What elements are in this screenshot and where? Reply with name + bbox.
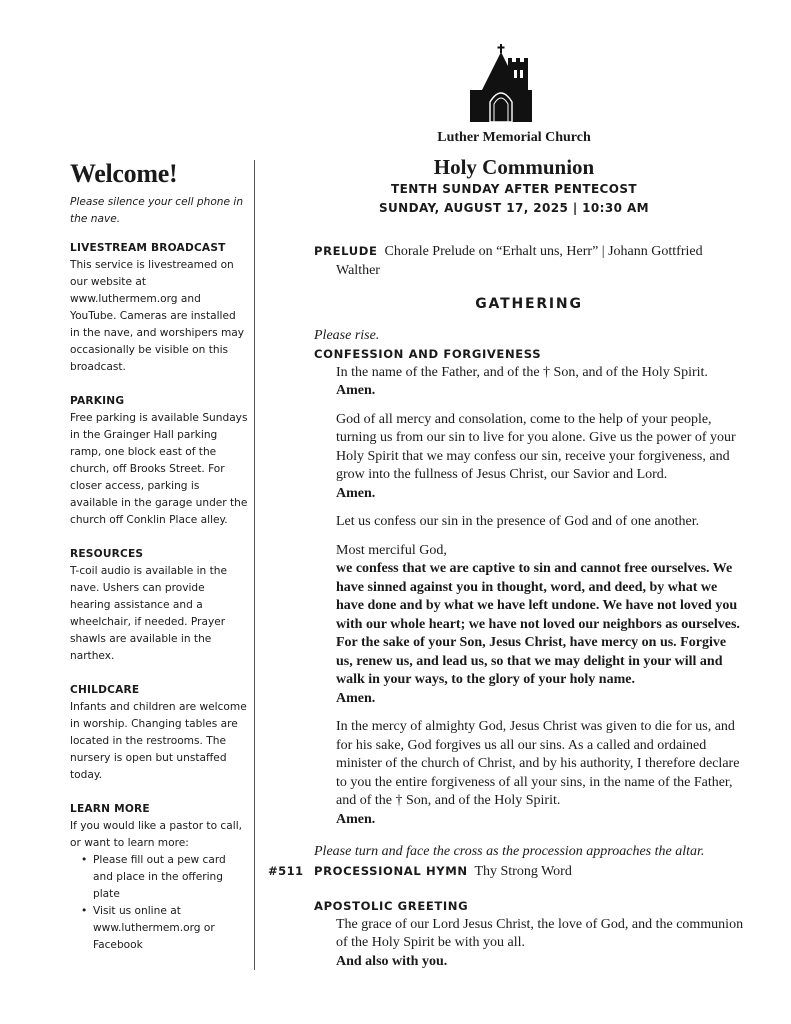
- confession-heading: CONFESSION AND FORGIVENESS: [314, 347, 542, 361]
- service-title: Holy Communion: [433, 155, 595, 179]
- childcare-text: Infants and children are welcome in worship. Changing tables are located in the restrooms. The nursery is open but unstaffed today.: [70, 701, 247, 781]
- liturgy-main: [268, 242, 744, 971]
- greeting-text: The grace of our Lord Jesus Christ, the love of God, and the communion of the Holy Spirit be with you all.: [336, 916, 744, 950]
- resources-section: [70, 546, 248, 665]
- amen: Amen.: [336, 383, 376, 398]
- greeting-heading: APOSTOLIC GREETING: [314, 899, 469, 913]
- livestream-section: [70, 240, 248, 376]
- prelude-text: Chorale Prelude on “Erhalt uns, Herr” | Johann Gottfried Walther: [336, 244, 703, 278]
- amen: Amen.: [336, 690, 376, 706]
- date-time: SUNDAY, AUGUST 17, 2025 | 10:30 AM: [378, 201, 649, 215]
- resources-text: T-coil audio is available in the nave. Ushers can provide hearing assistance and a wheelchair, if needed. Prayer shawls are available in the narthex.: [70, 565, 228, 662]
- hymn-label: PROCESSIONAL HYMN: [314, 863, 468, 878]
- childcare-section: [70, 682, 248, 784]
- learn-more-section: [70, 801, 248, 954]
- childcare-heading: CHILDCARE: [70, 684, 140, 696]
- invocation: In the name of the Father, and of the † Son, and of the Holy Spirit.: [336, 364, 708, 380]
- confession-body: [314, 364, 744, 830]
- opening-prayer: God of all mercy and consolation, come to the help of your people, turning us from our sin to live for you alone. Give us the power of your Holy Spirit that we may confess our sin, receive your forgiveness, and grow into the fullness of Jesus Christ, our Savior and Lord.: [336, 411, 736, 482]
- greeting-body: [314, 916, 744, 972]
- parking-section: [70, 393, 248, 529]
- column-divider: [254, 160, 255, 970]
- church-name: Luther Memorial Church: [437, 130, 591, 145]
- silence-phone-note: Please silence your cell phone in the nave.: [70, 196, 244, 225]
- prelude: [314, 242, 744, 280]
- rise-rubric: Please rise.: [314, 327, 380, 343]
- list-item: • Please fill out a pew card and place in the offering plate: [70, 852, 248, 903]
- procession-rubric: Please turn and face the cross as the procession approaches the altar.: [314, 844, 705, 859]
- learn-more-list: [70, 852, 248, 954]
- hymn-title: Thy Strong Word: [474, 863, 572, 879]
- amen: Amen.: [336, 811, 376, 827]
- hymn-number: #511: [268, 863, 304, 878]
- confession-address: Most merciful God,: [336, 542, 447, 558]
- livestream-text: This service is livestreamed on our website at www.luthermem.org and YouTube. Cameras are installed in the nave, and worshipers may occasionally be visible on this broadcast.: [70, 259, 245, 373]
- amen: Amen.: [336, 485, 376, 501]
- prelude-label: PRELUDE: [314, 244, 378, 258]
- parking-text: Free parking is available Sundays in the Grainger Hall parking ramp, one block east of the church, off Brooks Street. For closer access, parking is available in the garage under the church off Conklin Place alley.: [70, 412, 248, 526]
- list-item: • Visit us online at www.luthermem.org or Facebook: [70, 903, 248, 954]
- resources-heading: RESOURCES: [70, 548, 144, 560]
- welcome-heading: Welcome!: [70, 159, 178, 188]
- absolution: In the mercy of almighty God, Jesus Christ was given to die for us, and for his sake, God forgives us all our sins. As a called and ordained minister of the church of Christ, and by his authority, I therefore declare to you the entire forgiveness of all your sins, in the name of the Father, and of the † Son, and of the Holy Spirit.: [336, 719, 740, 808]
- confession-invitation: Let us confess our sin in the presence of God and of one another.: [336, 514, 700, 529]
- learn-more-heading: LEARN MORE: [70, 803, 150, 815]
- learn-more-text: If you would like a pastor to call, or want to learn more:: [70, 820, 243, 849]
- livestream-heading: LIVESTREAM BROADCAST: [70, 242, 226, 254]
- church-logo: [468, 44, 534, 122]
- gathering-heading: GATHERING: [475, 296, 583, 312]
- parking-heading: PARKING: [70, 395, 125, 407]
- sidebar: [70, 158, 248, 971]
- processional-hymn: [268, 862, 744, 882]
- occasion: TENTH SUNDAY AFTER PENTECOST: [391, 182, 637, 196]
- greeting-response: And also with you.: [336, 953, 448, 969]
- confession-response: we confess that we are captive to sin and cannot free ourselves. We have sinned against you in thought, word, and deed, by what we have done and by what we have left undone. We have not loved you with our whole heart; we have not loved our neighbors as ourselves. For the sake of your Son, Jesus Christ, have mercy on us. Forgive us, renew us, and lead us, so that we may delight in your will and walk in your ways, to the glory of your holy name.: [336, 561, 740, 687]
